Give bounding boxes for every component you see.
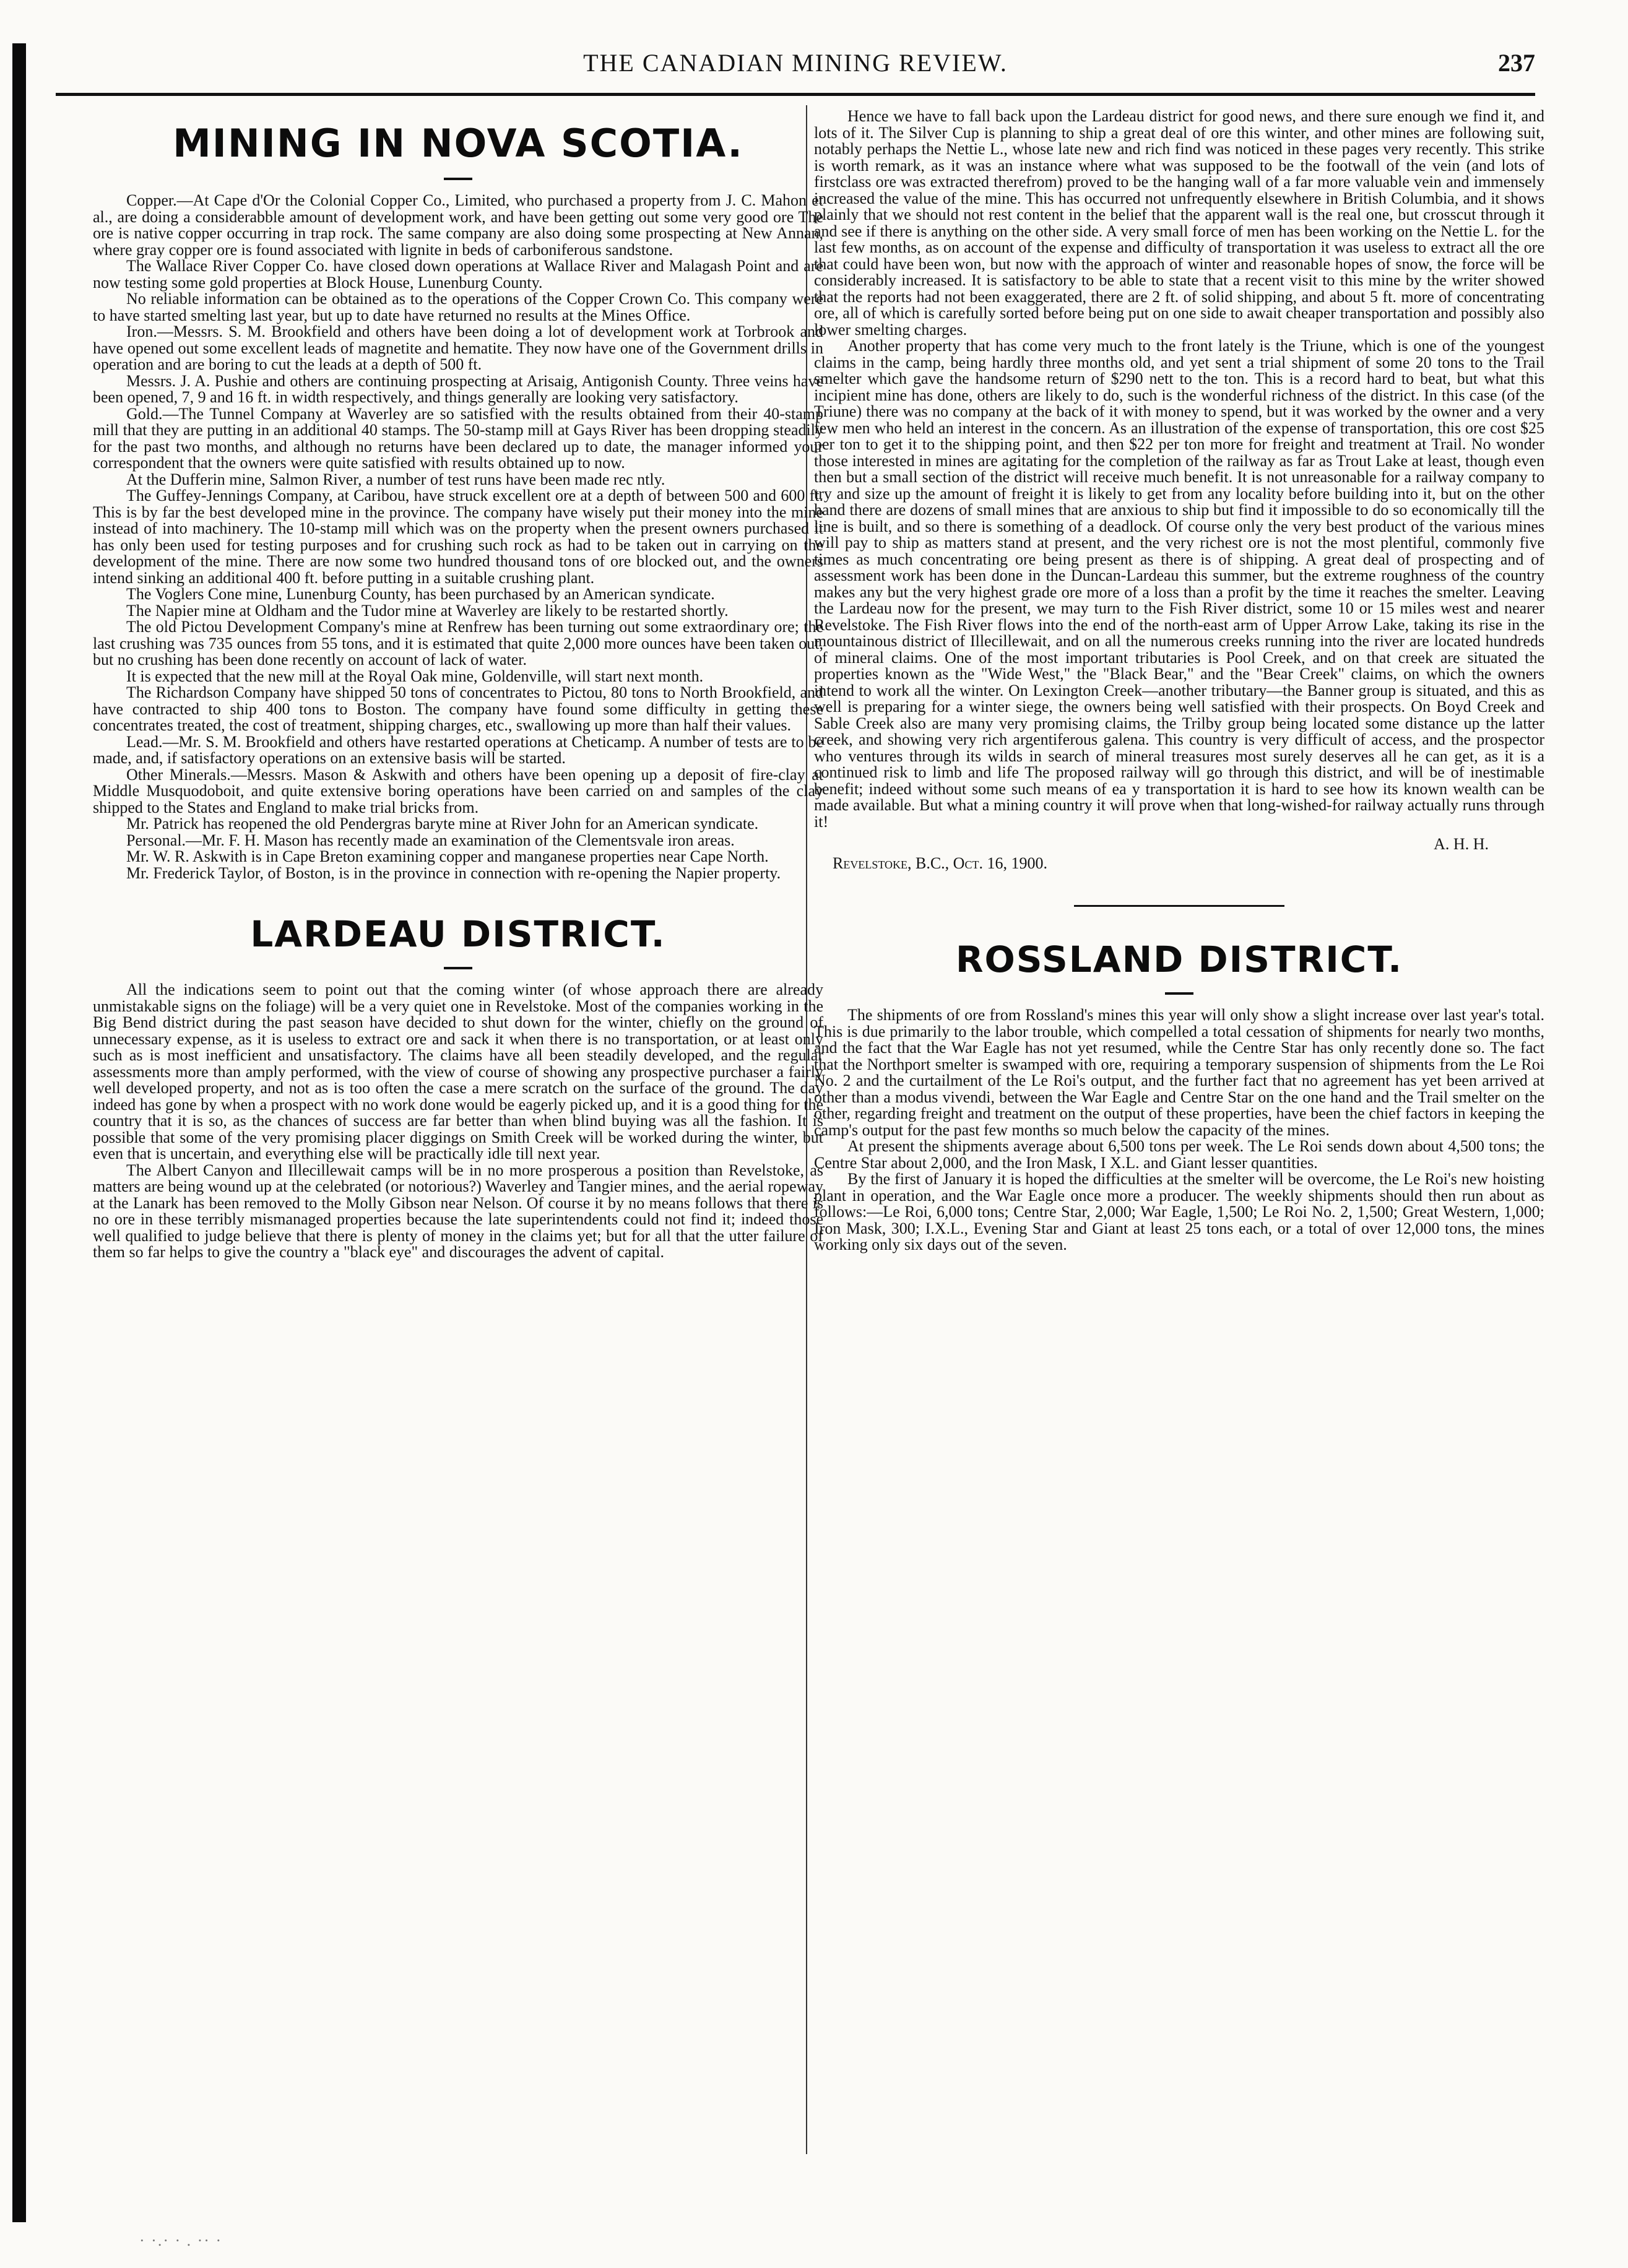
paragraph: Another property that has come very much to the front lately is the Triune, which is one of the youngest claims in the camp, being hardly three months old, and yet sent a trial shipment of some 20 tons to the Trail smelter which gave the handsome return of $290 nett to the ton. This is a record hard to beat, but what this incipient mine has done, others are likely to do, such is the wonderful richness of the district. In this case (of the Triune) there was no company at the back of it with money to spend, but it was worked by the owner and a very few men who held an interest in the concern. As an illustration of the expense of transportation, this ore cost $25 per ton to get it to the shipping point, and then $22 per ton more for freight and treatment at Trail. No wonder those interested in mines are agitating for the completion of the railway as far as Trout Lake at least, though even then but a small section of the district will receive much benefit. It is not unreasonable for a railway company to try and size up the amount of freight it is likely to get from any locality before building into it, but on the other hand there are dozens of small mines that are anxious to ship but find it impossible to do so economically till the line is built, and so there is something of a deadlock. Of course only the very best product of the various mines will pay to ship as matters stand at present, and the very richest ore is not the most plentiful, commonly five times as much concentrating ore being present as there is of shipping. A great deal of prospecting and of assessment work has been done in the Duncan-Lardeau this summer, but the extreme roughness of the country makes any but the very highest grade ore more of a loss than a profit by the time it reaches the smelter. Leaving the Lardeau now for the present, we may turn to the Fish River district, some 10 or 15 miles west and nearer Revelstoke. The Fish River flows into the end of the north-east arm of Upper Arrow Lake, taking its rise in the mountainous district of Illecillewait, and on all the numerous creeks running into the river are located hundreds of mineral claims. One of the most important tributaries is Pool Creek, and on that creek are situated the properties known as the "Wide West," the "Black Bear," and the "Bear Creek" claims, on which the owners intend to work all the winter. On Lexington Creek—another tributary—the Banner group is situated, and this as well is preparing for a winter siege, the owners being well satisfied with their prospects. On Boyd Creek and Sable Creek also are many very promising claims, the Trilby group being located some distance up the latter creek, and showing very rich argentiferous galena. This country is very difficult of access, and the prospector who ventures through its wilds in search of mineral treasures most surely deserves all he can get, as it is a continued risk to limb and life The proposed railway will go through this district, and will be of inestimable benefit; indeed without some such means of ea y transportation it is hard to see how its known wealth can be made available. But what a mining country it will prove when that long-wished-for railway actually runs through it! [814,337,1544,831]
paragraph: Iron.—Messrs. S. M. Brookfield and others have been doing a lot of development work at Torbrook and have opened out some excellent leads of magnetite and hematite. They now have one of the Government drills in operation and are boring to cut the leads at a depth of 500 ft. [93,322,823,373]
paragraph: Mr. W. R. Askwith is in Cape Breton examining copper and manganese properties near Cape North. [126,847,769,865]
page-edge-bar [12,43,26,2222]
paragraph: The Wallace River Copper Co. have closed down operations at Wallace River and Malagash Point and are now testing some gold properties at Block House, Lunenburg County. [93,257,823,292]
paragraph: Mr. Frederick Taylor, of Boston, is in the province in connection with re-opening the Napier property. [126,863,781,882]
paragraph: The Richardson Company have shipped 50 tons of concentrates to Pictou, 80 tons to North Brookfield, and have contracted to ship 400 tons to Boston. The company have found some difficulty in getting these concentrates treated, the cost of treatment, shipping charges, etc., swallowing up more than half their values. [93,683,823,734]
printer-mark: · ·.· · . ·· · [139,2231,223,2249]
paragraph: The Guffey-Jennings Company, at Caribou, have struck excellent ore at a depth of between 500 and 600 ft. This is by far the best developed mine in the province. The company have wisely put their money into the mine instead of into machinery. The 10-stamp mill which was on the property when the present owners purchased it has only been used for testing purposes and for crushing such rock as had to be taken out in carrying on the development of the mine. There are now some two hundred thousand tons of ore blocked out, and the owners intend sinking an additional 400 ft. before putting in a suitable crushing plant. [93,487,823,587]
paragraph: Messrs. J. A. Pushie and others are continuing prospecting at Arisaig, Antigonish County. Three veins have been opened, 7, 9 and 16 ft. in width respectively, and things generally are looking very satisfactory. [93,371,823,406]
paragraph: Personal.—Mr. F. H. Mason has recently made an examination of the Clementsvale iron areas. [126,831,735,849]
page-number: 237 [1498,49,1535,77]
paragraph: At the Dufferin mine, Salmon River, a number of test runs have been made rec ntly. [126,470,665,488]
dateline: Revelstoke, B.C., Oct. 16, 1900. [833,854,1047,872]
right-column [814,108,1544,1253]
title-dash [1165,992,1193,995]
article-body-lardeau-continued [814,108,1544,872]
paragraph: The Napier mine at Oldham and the Tudor mine at Waverley are likely to be restarted shortly. [126,601,729,620]
paragraph: It is expected that the new mill at the Royal Oak mine, Goldenville, will start next month. [126,667,704,685]
paragraph: Mr. Patrick has reopened the old Pendergras baryte mine at River John for an American syndicate. [126,815,759,833]
article-title-nova-scotia: MINING IN NOVA SCOTIA. [173,121,743,166]
paragraph: The Albert Canyon and Illecillewait camps will be in no more prosperous a position than Revelstoke, as matters are being wound up at the celebrated (or notorious?) Waverley and Tangier mines, and the aerial ropeway at the Lanark has been removed to the Molly Gibson near Nelson. Of course it by no means follows that there is no ore in these terribly mismanaged properties because the late superintendents could not find it; indeed those well qualified to judge believe that there is plenty of money in the claims yet; but for all that the utter failure of them so far helps to give the country a "black eye" and discourages the advent of capital. [93,1161,823,1261]
article-body-nova-scotia [93,193,823,881]
author-signature: A. H. H. [1434,835,1489,853]
paragraph: The shipments of ore from Rossland's mines this year will only show a slight increase over last year's total. This is due primarily to the labor trouble, which compelled a total cessation of shipments for nearly two months, and the fact that the War Eagle has not yet resumed, while the Centre Star has only recently done so. The fact that the Northport smelter is swamped with ore, requiring a temporary suspension of shipments from the Le Roi No. 2 and the curtailment of the Le Roi's output, and the further fact that no agreement has yet been arrived at other than a modus vivendi, between the War Eagle and Centre Star on the one hand and the Trail smelter on the other, regarding freight and treatment on the output of these properties, have been the chief factors in keeping the camp's output for the past few months so much below the capacity of the mines. [814,1006,1544,1139]
paragraph: Hence we have to fall back upon the Lardeau district for good news, and there sure enough we find it, and lots of it. The Silver Cup is planning to ship a great deal of ore this winter, and other mines are following suit, notably perhaps the Nettie L., whose late new and rich find was noticed in these pages very recently. This strike is worth remark, as it was an instance where what was supposed to be the footwall of the vein (and lots of firstclass ore was extracted therefrom) proved to be the hanging wall of a far more valuable vein and immensely increased the value of the mine. This has occurred not unfrequently elsewhere in British Columbia, and it shows plainly that we should not rest content in the belief that the apparent wall is the real one, but crosscut through it and see if there is anything on the other side. A very small force of men has been working on the Nettie L. for the last few months, as on account of the expense and difficulty of transportation it was useless to extract all the ore that could have been won, but now with the approach of winter and reasonable hopes of snow, the force will be considerably increased. It is satisfactory to be able to state that a recent visit to this mine by the writer showed that the reports had not been exaggerated, there are 2 ft. of solid shipping, and about 5 ft. more of concentrating ore, all of which is carefully sorted before being put on one side to await cheaper transportation and possibly also lower smelting charges. [814,107,1544,339]
article-title-rossland: ROSSLAND DISTRICT. [955,938,1403,980]
paragraph: Gold.—The Tunnel Company at Waverley are so satisfied with the results obtained from their 40-stamp mill that they are putting in an additional 40 stamps. The 50-stamp mill at Gays River has been dropping steadily for the past two months, and although no returns have been declared up to date, the manager informed your correspondent that the owners were quite satisfied with results obtained up to now. [93,404,823,472]
paragraph: At present the shipments average about 6,500 tons per week. The Le Roi sends down about 4,500 tons; the Centre Star about 2,000, and the Iron Mask, I X.L. and Giant lesser quantities. [814,1137,1544,1172]
article-body-lardeau [93,982,823,1261]
article-body-rossland [814,1007,1544,1253]
publication-title: THE CANADIAN MINING REVIEW. [583,49,1008,77]
paragraph: Copper.—At Cape d'Or the Colonial Copper Co., Limited, who purchased a property from J. C. Mahon et al., are doing a considerabble amount of development work, and have been getting out some very good ore The ore is native copper occurring in trap rock. The same company are also doing some prospecting at New Annan, where gray copper ore is found associated with lignite in beds of carboniferous sandstone. [93,191,823,259]
paragraph: Other Minerals.—Messrs. Mason & Askwith and others have been opening up a deposit of fire-clay at Middle Musquodoboit, and quite extensive boring operations have been carried on and samples of the clay shipped to the States and England to make trial bricks from. [93,765,823,816]
paragraph: All the indications seem to point out that the coming winter (of whose approach there are already unmistakable signs on the foliage) will be a very quiet one in Revelstoke. Most of the companies working in the Big Bend district during the past season have decided to shut down for the winter, chiefly on the ground of unnecessary expense, as it is useless to extract ore and sack it when there is no transportation, or at least only such as is most inefficient and unsatisfactory. The claims have all been steadily developed, and the regular assessments more than amply performed, with the view of course of showing any prospective purchaser a fairly well developed property, and not as is too often the case a mere scratch on the surface of the ground. The day indeed has gone by when a prospect with no work done would be eagerly picked up, and it is a good thing for the country that it is so, as the chances of success are far better than when blind buying was all the fashion. It is possible that some of the very promising placer diggings on Smith Creek will be worked during the winter, but even that is uncertain, and everything else will be practically idle till next year. [93,980,823,1162]
paragraph: By the first of January it is hoped the difficulties at the smelter will be overcome, the Le Roi's new hoisting plant in operation, and the War Eagle once more a producer. The weekly shipments should then run about as follows:—Le Roi, 6,000 tons; Centre Star, 2,000; War Eagle, 1,500; Le Roi No. 2, 1,500; Great Western, 1,000; Iron Mask, 300; I.X.L., Evening Star and Giant at least 25 tons each, or a total of over 12,000 tons, the mines working only six days out of the seven. [814,1170,1544,1253]
title-dash [444,178,472,180]
header-rule [56,93,1535,96]
section-rule [1074,905,1284,907]
paragraph: The old Pictou Development Company's mine at Renfrew has been turning out some extraordinary ore; the last crushing was 735 ounces from 55 tons, and it is estimated that quite 2,000 more ounces have been taken out, but no crushing has been done recently on account of lack of water. [93,618,823,669]
left-column [93,108,823,1261]
article-title-lardeau: LARDEAU DISTRICT. [250,913,666,955]
paragraph: No reliable information can be obtained as to the operations of the Copper Crown Co. This company were to have started smelting last year, but up to date have returned no results at the Mines Office. [93,290,823,324]
page-header [56,48,1535,88]
paragraph: Lead.—Mr. S. M. Brookfield and others have restarted operations at Cheticamp. A number of tests are to be made, and, if satisfactory operations on an extensive basis will be started. [93,732,823,767]
paragraph: The Voglers Cone mine, Lunenburg County, has been purchased by an American syndicate. [126,585,715,603]
title-dash [444,967,472,969]
